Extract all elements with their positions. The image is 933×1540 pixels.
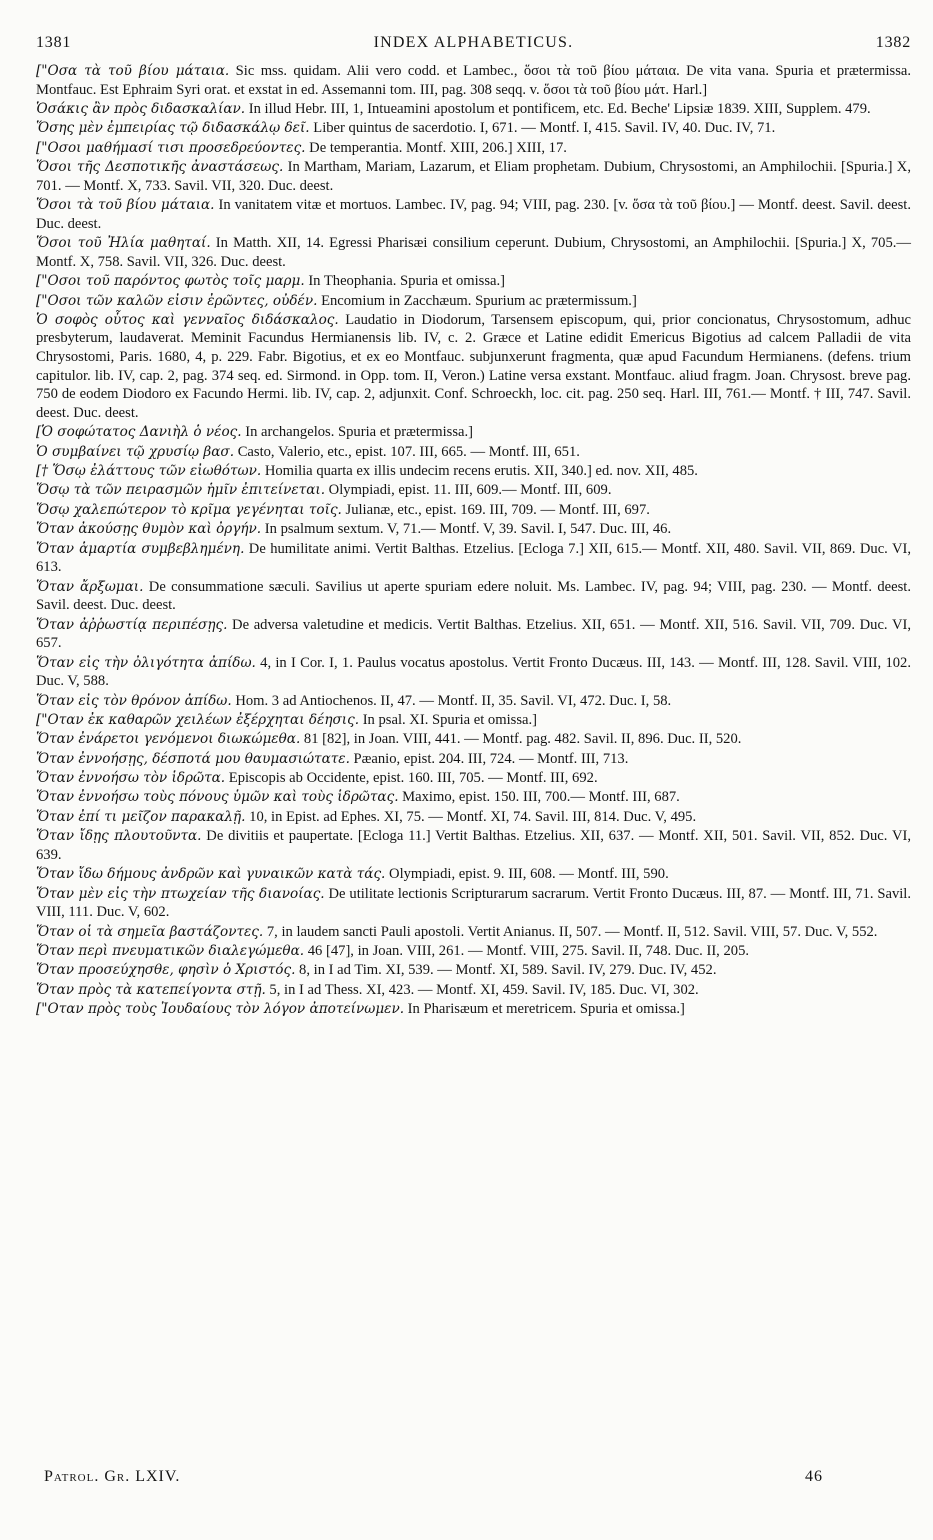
entry-incipit: Ὁ συμβαίνει τῷ χρυσίῳ βασ. bbox=[36, 443, 235, 460]
index-entry bbox=[36, 158, 911, 195]
entry-description: In vanitatem vitæ et mortuos. Lambec. IV, pag. 94; VIII, pag. 230. [v. ὅσα τὰ τοῦ βίου.] — Montf. deest. Savil. deest. Duc. deest. bbox=[36, 197, 911, 232]
entry-description: Hom. 3 ad Antiochenos. II, 47. — Montf. II, 35. Savil. VI, 472. Duc. I, 58. bbox=[231, 692, 672, 709]
entry-incipit: [† Ὅσῳ ἐλάττους τῶν εἰωθότων. bbox=[36, 463, 262, 480]
entry-description: Laudatio in Diodorum, Tarsensem episcopum, qui, prior concionatus, Chrysostomum, adhuc presbyterum, laudaverat. Meminit Facundus Hermianensis lib. IV, c. 2. Græce et Latine edidit Emericus Bigotius ad calcem Palladii de vita Chrysostomi, Paris. 1680, 4, p. 229. Fabr. Bigotius, et ex eo Montfauc. subjunxerunt fragmenta, quæ apud Facundum Hermianens. (defens. trium capitulor. lib. IV, cap. 2, pag. 374 seq. ed. Sirmond. in Opp. tom. II, Veron.) Latine versa exstant. Montfauc. aliud fragm. Joan. Chrysost. breve pag. 750 de eodem Diodoro ex Facundo Hermi. lib. IV, cap. 2, adjunxit. Conf. Schroeckh, loc. cit. pag. 250 seq. Harl. III, 761.— Montf. † III, 747. Savil. deest. Duc. deest. bbox=[36, 311, 912, 421]
entry-description: In Theophania. Spuria et omissa.] bbox=[304, 273, 506, 290]
entry-description: In archangelos. Spuria et prætermissa.] bbox=[241, 424, 473, 441]
index-entry bbox=[36, 692, 911, 711]
entry-description: De temperantia. Montf. XIII, 206.] XIII, 17. bbox=[305, 139, 567, 156]
entry-incipit: Ὅταν εἰς τὴν ὀλιγότητα ἀπίδω. bbox=[36, 654, 256, 671]
entry-description: 7, in laudem sancti Pauli apostoli. Vertit Anianus. II, 507. — Montf. II, 512. Savil. VIII, 57. Duc. V, 552. bbox=[263, 923, 878, 940]
entry-incipit: Ὅταν ἐννοήσω τὸν ἱδρῶτα. bbox=[36, 770, 226, 787]
entry-description: In Pharisæum et meretricem. Spuria et omissa.] bbox=[404, 1001, 685, 1018]
entry-description: De consummatione sæculi. Savilius ut aperte spuriam edere noluit. Ms. Lambec. IV, pag. 94; VIII, pag. 230. — Montf. deest. Savil. deest. Duc. deest. bbox=[36, 578, 912, 614]
index-entry bbox=[36, 443, 911, 462]
index-entry bbox=[36, 885, 911, 922]
index-entry bbox=[36, 119, 911, 138]
index-entry bbox=[36, 827, 911, 864]
entry-description: 46 [47], in Joan. VIII, 261. — Montf. VIII, 275. Savil. II, 748. Duc. II, 205. bbox=[304, 943, 750, 960]
entry-incipit: Ὅταν ἀῤῥωστίᾳ περιπέσῃς. bbox=[36, 616, 228, 633]
entry-description: In psal. XI. Spuria et omissa.] bbox=[359, 711, 537, 728]
entry-incipit: Ὅταν ἁμαρτία συμβεβλημένη. bbox=[36, 540, 245, 557]
entry-incipit: Ὁ σοφὸς οὗτος καὶ γενναῖος διδάσκαλος. bbox=[36, 311, 339, 328]
index-entry bbox=[36, 923, 911, 942]
entry-description: Olympiadi, epist. 11. III, 609.— Montf. III, 609. bbox=[325, 482, 612, 499]
entry-incipit: ["Οταν ἐκ καθαρῶν χειλέων ἐξέρχηται δέησις. bbox=[36, 711, 360, 728]
entry-incipit: ["Οσοι τῶν καλῶν εἰσιν ἐρῶντες, οὐδέν. bbox=[36, 292, 318, 309]
entry-incipit: Ὅταν ἄρξωμαι. bbox=[36, 578, 144, 595]
entry-incipit: Ὅσοι τὰ τοῦ βίου μάταια. bbox=[36, 197, 215, 214]
index-entry bbox=[36, 750, 911, 769]
entry-description: 5, in I ad Thess. XI, 423. — Montf. XI, 459. Savil. IV, 185. Duc. VI, 302. bbox=[265, 981, 699, 998]
volume-signature: Patrol. Gr. LXIV. bbox=[44, 1468, 181, 1485]
entry-description: Liber quintus de sacerdotio. I, 671. — Montf. I, 415. Savil. IV, 40. Duc. IV, 71. bbox=[309, 120, 776, 137]
index-entry bbox=[36, 540, 911, 577]
index-entry bbox=[36, 981, 911, 1000]
entry-description: In Matth. XII, 14. Egressi Pharisæi consilium ceperunt. Dubium, Chrysostomi, an Amphilochii. [Spuria.] X, 705.— Montf. X, 758. Savil. VII, 326. Duc. deest. bbox=[36, 235, 911, 270]
index-entries bbox=[36, 62, 911, 1020]
index-entry bbox=[36, 234, 911, 271]
entry-incipit: Ὅσοι τῆς Δεσποτικῆς ἀναστάσεως. bbox=[36, 159, 284, 176]
entry-description: Sic mss. quidam. Alii vero codd. et Lambec., ὅσοι τὰ τοῦ βίου μάταια. De vita vana. Spuria et prætermissa. Montfauc. Est Ephraim Syri orat. et exstat in ed. Assemanni tom. III, pag. 308 seqq. v. ὅσοι τὰ τοῦ βίου μάτ. Harl.] bbox=[36, 63, 912, 98]
page-title: INDEX ALPHABETICUS. bbox=[373, 34, 574, 51]
index-entry bbox=[36, 961, 911, 980]
sheet-number: 46 bbox=[805, 1468, 823, 1485]
index-entry bbox=[36, 462, 911, 481]
index-entry bbox=[36, 1000, 911, 1019]
index-entry bbox=[36, 501, 911, 520]
running-head bbox=[36, 34, 911, 56]
index-entry bbox=[36, 311, 911, 423]
entry-incipit: Ὅταν οἱ τὰ σημεῖα βαστάζοντες. bbox=[36, 923, 264, 940]
index-entry bbox=[36, 616, 911, 653]
index-entry bbox=[36, 196, 911, 233]
index-entry bbox=[36, 62, 911, 99]
index-entry bbox=[36, 711, 911, 730]
entry-incipit: ["Οσα τὰ τοῦ βίου μάταια. bbox=[36, 63, 230, 79]
index-entry bbox=[36, 942, 911, 961]
entry-description: De adversa valetudine et medicis. Vertit Balthas. Etzelius. XII, 651. — Montf. XII, 516. Savil. VII, 709. Duc. VI, 657. bbox=[36, 616, 911, 652]
page-footer bbox=[44, 1468, 823, 1492]
entry-description: Casto, Valerio, etc., epist. 107. III, 665. — Montf. III, 651. bbox=[234, 443, 580, 460]
entry-description: 10, in Epist. ad Ephes. XI, 75. — Montf. XI, 74. Savil. III, 814. Duc. V, 495. bbox=[245, 808, 697, 825]
entry-incipit: Ὅσης μὲν ἐμπειρίας τῷ διδασκάλῳ δεῖ. bbox=[36, 120, 310, 137]
index-entry bbox=[36, 788, 911, 807]
entry-incipit: Ὅταν ἐννοήσω τοὺς πόνους ὑμῶν καὶ τοὺς ἱδρῶτας. bbox=[36, 789, 399, 806]
entry-incipit: Ὁσάκις ἂν πρὸς διδασκαλίαν. bbox=[36, 100, 246, 117]
entry-incipit: ["Οταν πρὸς τοὺς Ἰουδαίους τὸν λόγον ἀποτείνωμεν. bbox=[36, 1001, 405, 1018]
entry-description: Julianæ, etc., epist. 169. III, 709. — Montf. III, 697. bbox=[341, 501, 650, 518]
left-column-number: 1381 bbox=[36, 34, 72, 51]
entry-description: 4, in I Cor. I, 1. Paulus vocatus apostolus. Vertit Fronto Ducæus. III, 143. — Montf. III, 128. Savil. VIII, 102. Duc. V, 588. bbox=[36, 654, 911, 690]
index-entry bbox=[36, 578, 911, 615]
index-entry bbox=[36, 769, 911, 788]
entry-incipit: Ὅταν προσεύχησθε, φησὶν ὁ Χριστός. bbox=[36, 962, 296, 979]
entry-incipit: Ὅταν ἐνάρετοι γενόμενοι διωκώμεθα. bbox=[36, 731, 301, 748]
entry-incipit: ["Οσοι τοῦ παρόντος φωτὸς τοῖς μαρμ. bbox=[36, 273, 305, 290]
entry-incipit: Ὅσῳ τὰ τῶν πειρασμῶν ἡμῖν ἐπιτείνεται. bbox=[36, 482, 326, 499]
entry-incipit: ["Οσοι μαθήμασί τισι προσεδρεύοντες. bbox=[36, 139, 306, 156]
entry-description: In illud Hebr. III, 1, Intueamini apostolum et pontificem, etc. Ed. Beche' Lipsiæ 1839. XIII, Supplem. 479. bbox=[245, 100, 871, 117]
entry-description: Episcopis ab Occidente, epist. 160. III, 705. — Montf. III, 692. bbox=[225, 770, 598, 787]
index-entry bbox=[36, 481, 911, 500]
index-entry bbox=[36, 292, 911, 311]
entry-description: 81 [82], in Joan. VIII, 441. — Montf. pag. 482. Savil. II, 896. Duc. II, 520. bbox=[300, 731, 742, 748]
index-entry bbox=[36, 808, 911, 827]
entry-incipit: Ὅταν ἀκούσῃς θυμὸν καὶ ὀργήν. bbox=[36, 521, 262, 538]
index-entry bbox=[36, 520, 911, 539]
entry-description: Maximo, epist. 150. III, 700.— Montf. III, 687. bbox=[398, 789, 680, 806]
entry-description: Olympiadi, epist. 9. III, 608. — Montf. III, 590. bbox=[385, 866, 669, 883]
entry-incipit: Ὅταν ἐννοήσῃς, δέσποτά μου θαυμασιώτατε. bbox=[36, 750, 350, 767]
index-entry bbox=[36, 865, 911, 884]
entry-description: In psalmum sextum. V, 71.— Montf. V, 39. Savil. I, 547. Duc. III, 46. bbox=[261, 521, 672, 538]
entry-incipit: Ὅταν πρὸς τὰ κατεπείγοντα στῇ. bbox=[36, 981, 266, 998]
entry-incipit: Ὅταν ἴδῃς πλουτοῦντα. bbox=[36, 828, 202, 845]
index-entry bbox=[36, 423, 911, 442]
entry-description: De humilitate animi. Vertit Balthas. Etzelius. [Ecloga 7.] XII, 615.— Montf. XII, 480. Savil. VII, 869. Duc. VI, 613. bbox=[36, 540, 911, 576]
index-entry bbox=[36, 272, 911, 291]
entry-description: 8, in I ad Tim. XI, 539. — Montf. XI, 589. Savil. IV, 279. Duc. IV, 452. bbox=[295, 962, 717, 979]
entry-description: De utilitate lectionis Scripturarum sacrarum. Vertit Fronto Ducæus. III, 87. — Montf. III, 71. Savil. VIII, 111. Duc. V, 602. bbox=[36, 885, 911, 921]
entry-incipit: Ὅταν ἐπί τι μεῖζον παρακαλῇ. bbox=[36, 808, 246, 825]
index-entry bbox=[36, 100, 911, 119]
entry-incipit: Ὅσῳ χαλεπώτερον τὸ κρῖμα γεγένηται τοῖς. bbox=[36, 501, 342, 518]
entry-description: Encomium in Zacchæum. Spurium ac prætermissum.] bbox=[317, 292, 637, 309]
entry-incipit: Ὅταν μὲν εἰς τὴν πτωχείαν τῆς διανοίας. bbox=[36, 885, 325, 902]
entry-description: Pæanio, epist. 204. III, 724. — Montf. III, 713. bbox=[349, 750, 629, 767]
entry-description: De divitiis et paupertate. [Ecloga 11.] Vertit Balthas. Etzelius. XII, 637. — Montf. XII, 501. Savil. VII, 852. Duc. VI, 639. bbox=[36, 828, 911, 863]
index-entry bbox=[36, 654, 911, 691]
entry-incipit: Ὅταν περὶ πνευματικῶν διαλεγώμεθα. bbox=[36, 943, 305, 960]
entry-description: In Martham, Mariam, Lazarum, et Eliam prophetam. Dubium, Chrysostomi, an Amphilochii. [Spuria.] X, 701. — Montf. X, 733. Savil. VII, 320. Duc. deest. bbox=[36, 159, 911, 194]
entry-incipit: Ὅταν εἰς τὸν θρόνον ἀπίδω. bbox=[36, 692, 232, 709]
index-entry bbox=[36, 139, 911, 158]
right-column-number: 1382 bbox=[875, 34, 911, 51]
entry-incipit: [Ὁ σοφώτατος Δανιὴλ ὁ νέος. bbox=[36, 424, 242, 441]
entry-incipit: Ὅταν ἴδω δήμους ἀνδρῶν καὶ γυναικῶν κατὰ τάς. bbox=[36, 866, 386, 883]
index-entry bbox=[36, 730, 911, 749]
entry-incipit: Ὅσοι τοῦ Ἠλία μαθηταί. bbox=[36, 235, 211, 252]
entry-description: Homilia quarta ex illis undecim recens erutis. XII, 340.] ed. nov. XII, 485. bbox=[261, 463, 698, 480]
